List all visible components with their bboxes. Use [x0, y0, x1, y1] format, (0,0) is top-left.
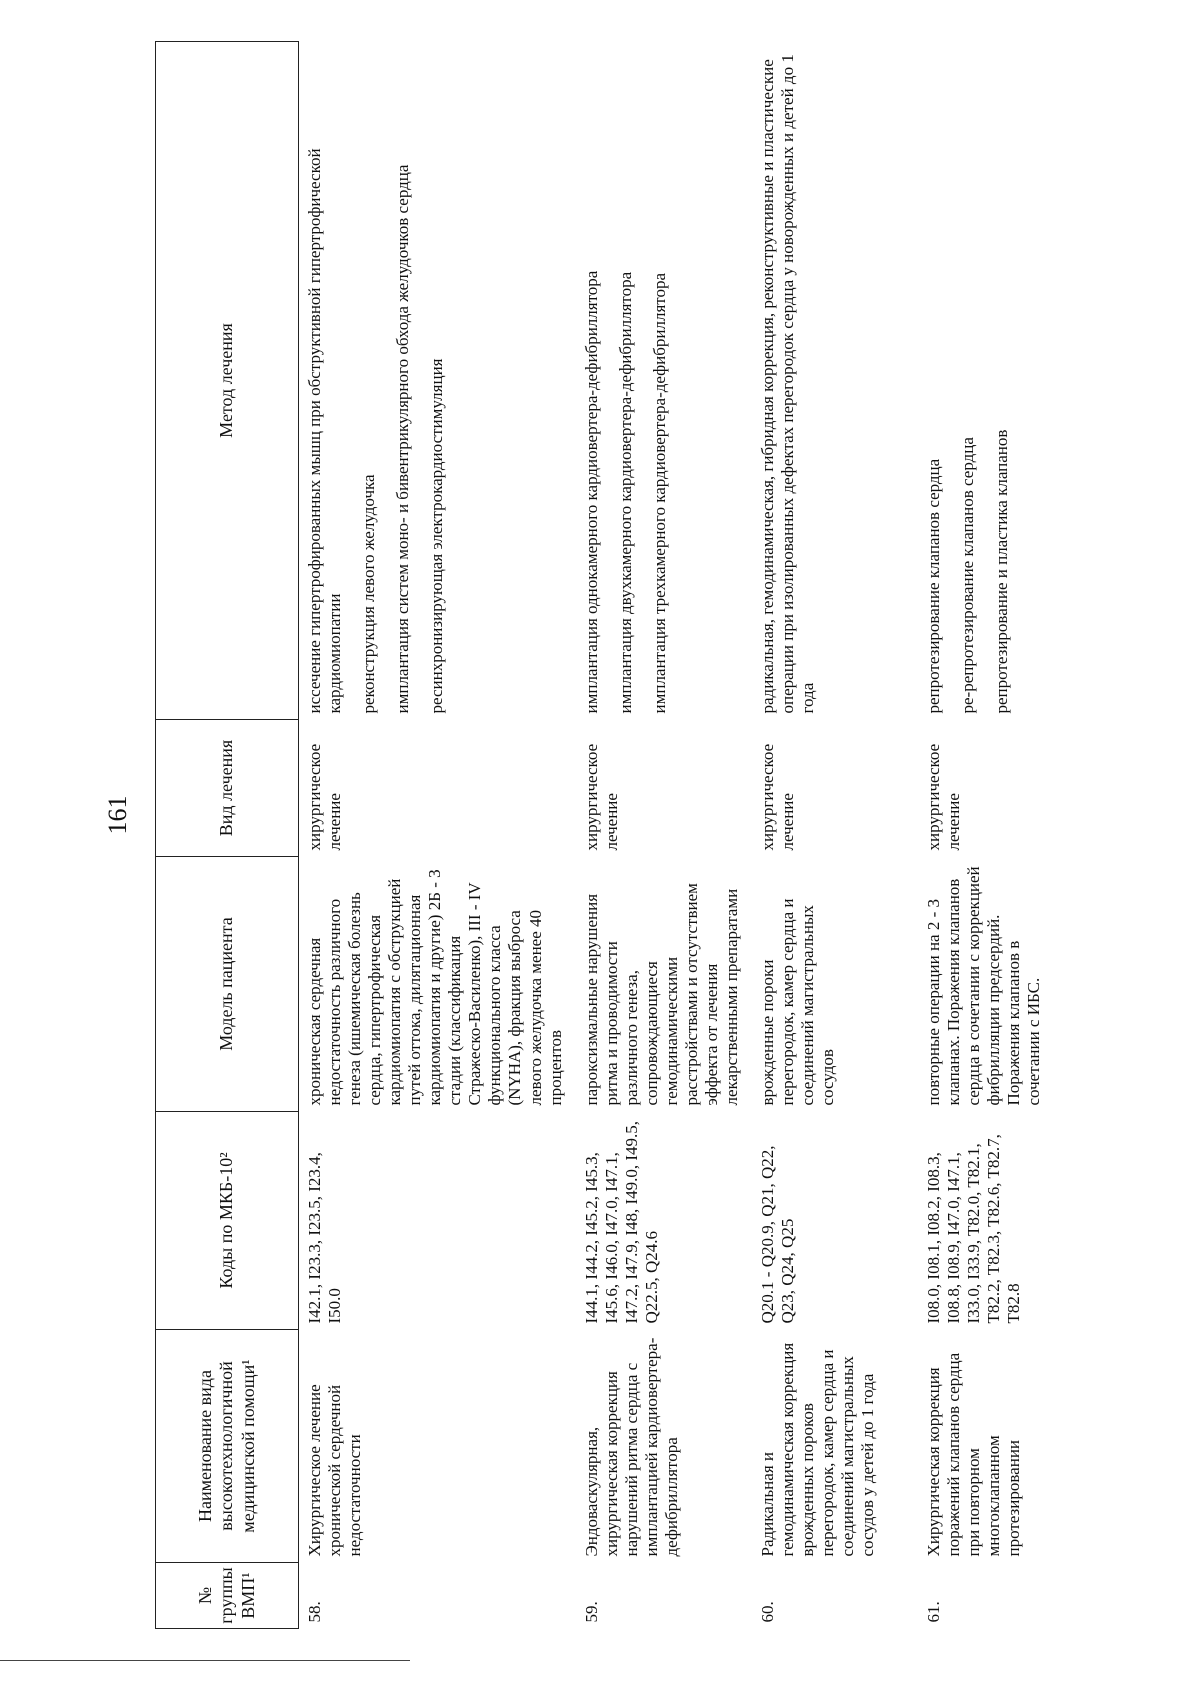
method-item: радикальная, гемодинамическая, гибридная коррекция, реконструктивные и пластические операции при изолированных дефектах перегородок сердца у новорожденных и детей до 1 года	[757, 54, 818, 714]
cell-group-number: 58.	[305, 1601, 324, 1623]
rotated-table-sheet	[155, 42, 1200, 1629]
method-item: имплантация двухкамерного кардиовертера-дефибриллятора	[615, 271, 635, 714]
cell-patient-model: пароксизмальные нарушения ритма и проводимости различного генеза, сопровождающиеся гемодинамическими расстройствами и отсутствием эффекта от лечения лекарственными препаратами	[581, 883, 741, 1106]
cell-treatment-method	[576, 42, 752, 720]
cell-treatment-kind: хирургическое лечение	[305, 743, 345, 851]
cell-patient-model: врожденные пороки перегородок, камер сердца и соединений магистральных сосудов	[757, 898, 838, 1106]
table-header-row	[156, 42, 299, 1629]
cell-patient-model: повторные операции на 2 - 3 клапанах. Поражения клапанов сердца в сочетании с коррекцией фибрилляции предсердий. Поражения клапанов в сочетании с ИБС.	[923, 866, 1044, 1106]
cell-treatment-method	[299, 42, 576, 720]
method-item: имплантация систем моно- и бивентрикулярного обхода желудочков сердца	[393, 164, 413, 714]
header-treatment-kind: Вид лечения	[156, 720, 299, 857]
footnote-divider	[0, 1660, 410, 1661]
method-item: реконструкция левого желудочка	[359, 474, 379, 714]
cell-care-type-name: Хирургическое лечение хронической сердечной недостаточности	[305, 1384, 365, 1557]
page-number: 161	[103, 795, 132, 835]
cell-treatment-kind: хирургическое лечение	[923, 743, 964, 851]
table-row	[918, 42, 1054, 1629]
method-item: иссечение гипертрофированных мышц при обструктивной гипертрофической кардиомиопатии	[305, 148, 345, 714]
cell-treatment-kind: хирургическое лечение	[581, 743, 621, 851]
cell-treatment-kind: хирургическое лечение	[757, 743, 798, 851]
method-item: имплантация трехкамерного кардиовертера-дефибриллятора	[649, 272, 669, 714]
cell-care-type-name: Эндоваскулярная, хирургическая коррекция нарушений ритма сердца с имплантацией кардиовертера-дефибриллятора	[581, 1337, 681, 1557]
cell-icd-codes: I42.1, I23.3, I23.5, I23.4, I50.0	[305, 1152, 345, 1324]
table-row	[752, 42, 918, 1629]
cell-group-number: 60.	[757, 1601, 777, 1623]
cell-care-type-name: Хирургическая коррекция поражений клапанов сердца при повторном многоклапанном протезировании	[923, 1352, 1024, 1557]
header-group-number: № группы ВМП¹	[156, 1563, 299, 1629]
cell-care-type-name: Радикальная и гемодинамическая коррекция врожденных пороков перегородок, камер сердца и соединений магистральных сосудов у детей до 1 года	[757, 1342, 878, 1557]
cell-icd-codes: Q20.1 - Q20.9, Q21, Q22, Q23, Q24, Q25	[757, 1145, 798, 1324]
method-item: репротезирование и пластика клапанов	[992, 429, 1012, 714]
cell-treatment-method	[752, 42, 918, 720]
table-row	[576, 42, 752, 1629]
cell-patient-model: хроническая сердечная недостаточность различного генеза (ишемическая болезнь сердца, гипертрофическая кардиомиопатия с обструкцией путей оттока, дилятационная кардиомиопатия и другие) 2Б - 3 стадии (классификация Стражеско-Василенко), III - IV функционального класса (NYHA), фракция выброса левого желудочка менее 40 процентов	[305, 869, 565, 1106]
treatment-table	[155, 41, 1054, 1629]
cell-icd-codes: I08.0, I08.1, I08.2, I08.3, I08.8, I08.9, I47.0, I47.1, I33.0, I33.9, T82.0, T82.1, T82.2, T82.3, T82.6, T82.7, T82.8	[923, 1134, 1024, 1324]
table-row	[299, 42, 576, 1629]
header-icd-codes: Коды по МКБ-10²	[156, 1112, 299, 1330]
header-care-type-name: Наименование вида высокотехнологичной медицинской помощи¹	[156, 1330, 299, 1563]
cell-group-number: 61.	[923, 1601, 943, 1623]
cell-treatment-method	[918, 42, 1054, 720]
method-item: ре-репротезирование клапанов сердца	[958, 437, 978, 714]
method-item: ресинхронизирующая электрокардиостимуляция	[427, 358, 447, 714]
method-item: имплантация однокамерного кардиовертера-дефибриллятора	[581, 270, 601, 714]
cell-group-number: 59.	[581, 1601, 601, 1623]
method-item: репротезирование клапанов сердца	[923, 458, 943, 714]
header-patient-model: Модель пациента	[156, 857, 299, 1112]
cell-icd-codes: I44.1, I44.2, I45.2, I45.3, I45.6, I46.0, I47.0, I47.1, I47.2, I47.9, I48, I49.0, I49.5, Q22.5, Q24.6	[581, 1120, 661, 1324]
header-treatment-method: Метод лечения	[156, 42, 299, 720]
